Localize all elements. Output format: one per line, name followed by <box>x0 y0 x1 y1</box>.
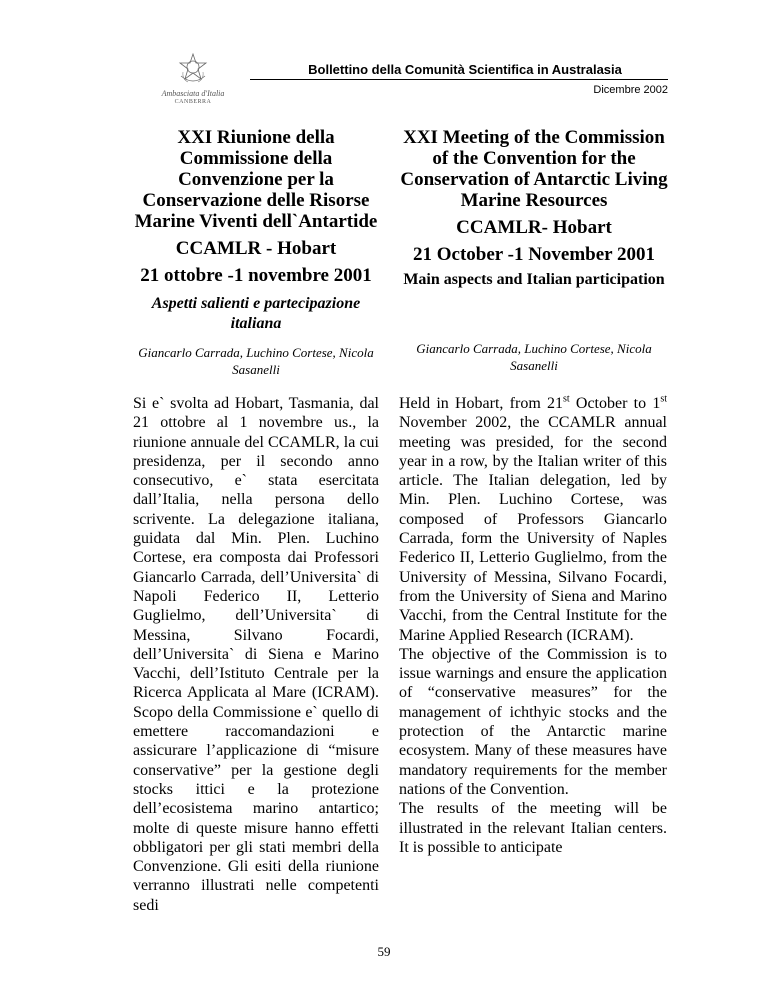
italian-body-paragraph: Si e` svolta ad Hobart, Tasmania, dal 21 ottobre al 1 novembre us., la riunione annuale del CCAMLR, la cui presidenza, per il secondo anno consecutivo, e` stata esercitata dall’Italia, nella persona dello scrivente. La delegazione italiana, guidata dal Min. Plen. Luchino Cortese, era composta dai Professori Giancarlo Carrada, dell’Universita` di Napoli Federico II, Letterio Guglielmo, dell’Universita` di Messina, Silvano Focardi, dell’Universita` di Siena e Marino Vacchi, dell’Istituto Centrale per la Ricerca Applicata al Mare (ICRAM). Scopo della Commissione e` quello di emettere raccomandazioni e assicurare l’applicazione di “misure conservative” per la gestione degli stocks ittici e la protezione dell’ecosistema marino antartico; molte di queste misure hanno effetti obbligatori per gli stati membri della Convenzione. Gli esiti della riunione verranno illustrati nelle competenti sedi <box>133 395 379 914</box>
italian-aspects: Aspetti salienti e partecipazione italiana <box>151 295 361 332</box>
italian-heading-column <box>133 127 379 334</box>
embassy-city-label: CANBERRA <box>174 99 212 105</box>
english-dates: 21 October -1 November 2001 <box>412 244 656 265</box>
english-aspects: Main aspects and Italian participation <box>403 271 665 288</box>
italian-dates: 21 ottobre -1 novembre 2001 <box>140 265 372 286</box>
page-header <box>0 0 768 110</box>
page-number: 59 <box>377 944 391 959</box>
bulletin-title: Bollettino della Comunità Scientifica in Australasia <box>308 62 622 77</box>
english-body-paragraph-3: The results of the meeting will be illustrated in the relevant Italian centers. It is possible to anticipate <box>399 800 667 856</box>
italian-authors: Giancarlo Carrada, Luchino Cortese, Nicola Sasanelli <box>138 345 374 377</box>
english-subtitle: CCAMLR- Hobart <box>456 217 612 238</box>
italian-body <box>133 394 379 915</box>
english-authors: Giancarlo Carrada, Luchino Cortese, Nicola Sasanelli <box>416 341 652 373</box>
italian-subtitle: CCAMLR - Hobart <box>175 238 337 259</box>
english-title: XXI Meeting of the Commission of the Convention for the Conservation of Antarctic Living Marine Resources <box>400 127 668 211</box>
english-body-paragraph-1: Held in Hobart, from 21st October to 1st November 2002, the CCAMLR annual meeting was presided, for the second year in a row, by the Italian writer of this article. The Italian delegation, led by Min. Plen. Luchino Cortese, was composed of Professors Giancarlo Carrada, form the University of Naples Federico II, Letterio Guglielmo, from the University of Messina, Silvano Focardi, from the University of Siena and Marino Vacchi, from the Central Institute for the Marine Applied Research (ICRAM). <box>399 393 668 644</box>
italian-title: XXI Riunione della Commissione della Convenzione per la Conservazione delle Risorse Marine Viventi dell`Antartide <box>134 127 378 232</box>
italian-republic-emblem-icon <box>178 52 208 86</box>
english-body <box>399 394 667 857</box>
header-rule <box>250 79 668 80</box>
embassy-label: Ambasciata d'Italia <box>161 89 225 98</box>
issue-date: Dicembre 2002 <box>593 84 668 96</box>
english-heading-column <box>400 127 668 294</box>
english-body-paragraph-2: The objective of the Commission is to issue warnings and ensure the application of “conservative measures” for the management of ichthyic stocks and the protection of the Antarctic marine ecosystem. Many of these measures have mandatory requirements for the member nations of the Convention. <box>399 645 667 798</box>
